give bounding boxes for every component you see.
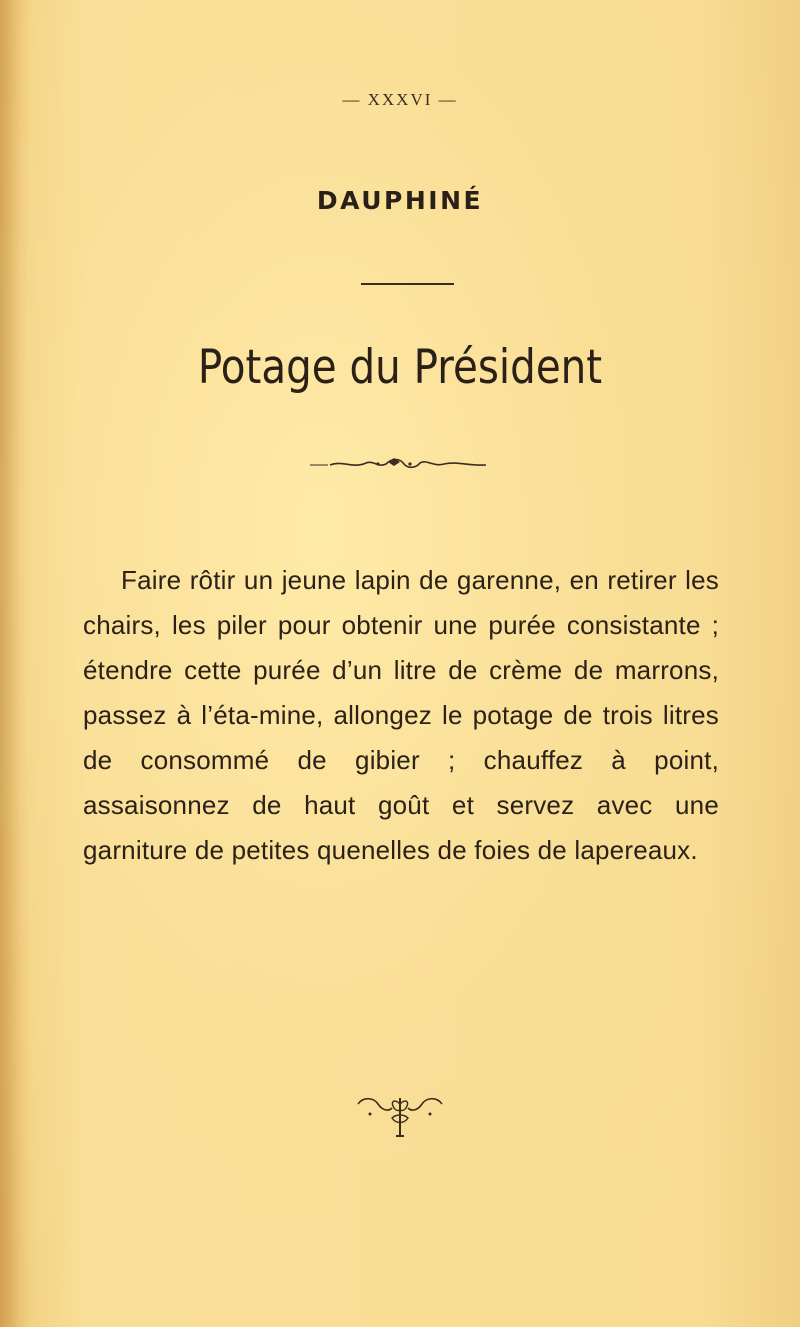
ornament-divider-icon (308, 454, 488, 474)
recipe-title: Potage du Président (197, 340, 603, 395)
page-number: — XXXVI — (342, 90, 458, 109)
floral-vignette-icon (350, 1090, 450, 1150)
divider-rule (361, 283, 454, 285)
recipe-paragraph: Faire rôtir un jeune lapin de garenne, en retirer les chairs, les piler pour obtenir une purée consistante ; étendre cette purée d’un litre de crème de marrons, passez à l’éta-mine, allongez le potage de trois litres de consommé de gibier ; chauffez à point, assaisonnez de haut goût et servez avec une garniture de petites quenelles de foies de lapereaux. (83, 565, 719, 865)
region-heading: DAUPHINÉ (316, 186, 484, 215)
